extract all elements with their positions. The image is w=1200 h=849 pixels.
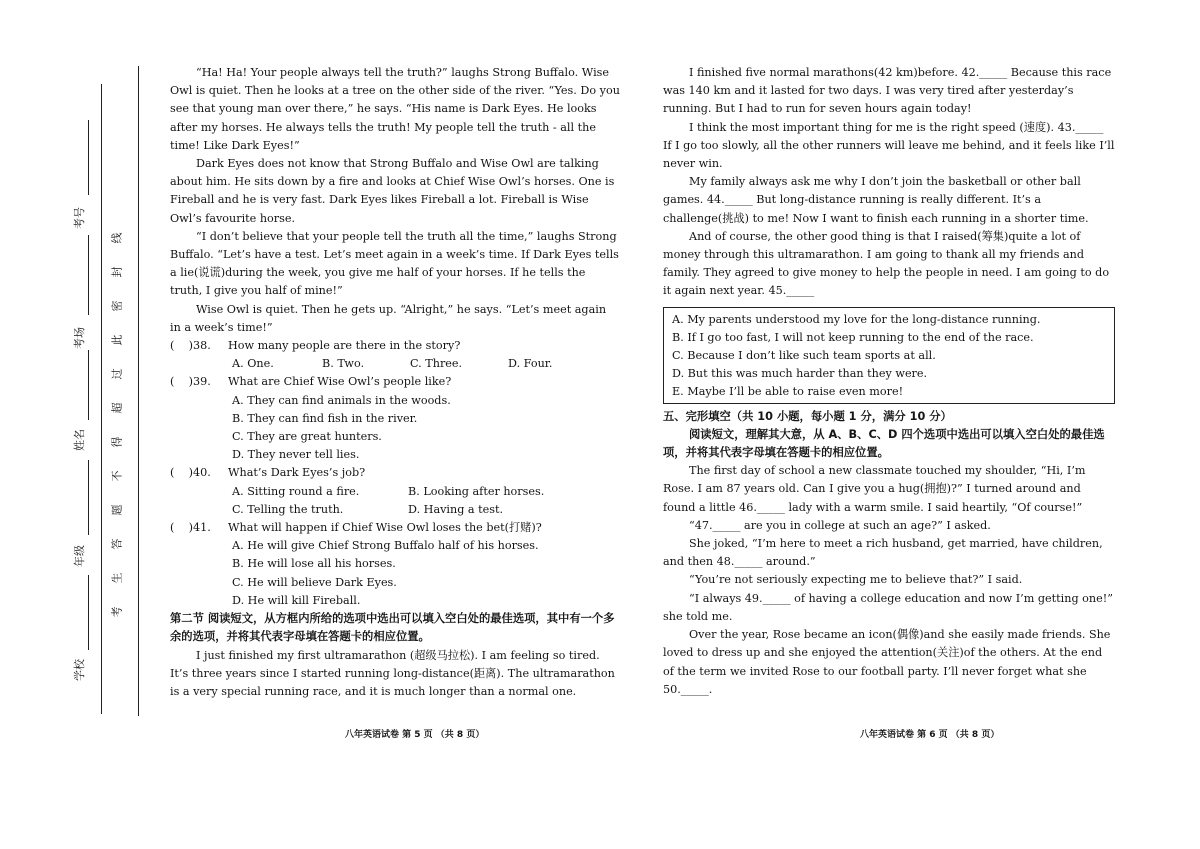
story-paragraph: “I don’t believe that your people tell the truth all the time,” laughs Strong Buffalo. “Let’s have a test. Let’s meet again in a week’s time. If Dark Eyes tells a lie(说谎)during the week, you give me half of your horses. If he tells the truth, I give you half of mine!” (170, 229, 619, 298)
field-label-name: 姓名 (73, 429, 86, 451)
story-paragraph: Wise Owl is quiet. Then he gets up. “Alright,” he says. “Let’s meet again in a week’s time!” (170, 302, 607, 334)
field-label-kaohao: 考号 (73, 207, 86, 229)
cloze-paragraph: “I always 49._____ of having a college education and now I’m getting one!” she told me. (663, 591, 1113, 623)
field-line-kaohao (88, 120, 89, 195)
field-line-name (88, 350, 89, 420)
page-6-footer: 八年英语试卷 第 6 页 （共 8 页） (860, 730, 1000, 740)
seal-char: 题 (110, 504, 123, 516)
question-stem: What are Chief Wise Owl’s people like? (228, 375, 452, 389)
option-c: C. He will believe Dark Eyes. (232, 575, 397, 589)
passage-paragraph: I finished five normal marathons(42 km)before. 42._____ Because this race was 140 km and it lasted for two days. I was very tired after yesterday’s running. But I had to run for seven hours again today! (663, 66, 1112, 116)
seal-char: 生 (110, 572, 123, 584)
seal-char: 得 (110, 436, 123, 448)
question-41 (170, 519, 620, 610)
option-b: B. He will lose all his horses. (232, 557, 396, 571)
page-5-footer: 八年英语试卷 第 5 页 （共 8 页） (345, 730, 485, 740)
field-label-kaochang: 考场 (73, 327, 86, 349)
question-stem: What will happen if Chief Wise Owl loses the bet(打赌)? (228, 521, 542, 535)
option-a: A. He will give Chief Strong Buffalo half of his horses. (232, 539, 539, 553)
seal-char: 过 (110, 368, 123, 380)
seal-char: 答 (110, 538, 123, 550)
cloze-paragraph: Over the year, Rose became an icon(偶像)and she easily made friends. She loved to dress up and she enjoyed the attention(关注)of the others. At the end of the term we invited Rose to our football party. I’ll never forget what she 50._____. (663, 628, 1111, 696)
option-d: D. He will kill Fireball. (232, 593, 361, 607)
story-paragraph: “Ha! Ha! Your people always tell the truth?” laughs Strong Buffalo. Wise Owl is quiet. Then he looks at a tree on the other side of the river. “Yes. Do you see that young man over there,” he says. “His name is Dark Eyes. He looks after my horses. He always tells the truth! My people tell the truth - all the time! Like Dark Eyes!” (170, 66, 620, 152)
section-5-title: 五、完形填空（共 10 小题，每小题 1 分，满分 10 分） (663, 409, 952, 423)
seal-char: 不 (110, 470, 123, 482)
seal-line-text (108, 230, 124, 620)
margin-line-inner (138, 66, 139, 716)
question-40 (170, 464, 620, 519)
field-line-grade (88, 460, 89, 535)
seal-char: 封 (110, 266, 123, 278)
question-38 (170, 337, 620, 373)
box-option-d: D. But this was much harder than they were. (672, 367, 928, 381)
cloze-paragraph: She joked, “I’m here to meet a rich husband, get married, have children, and then 48._____ around.” (663, 537, 1103, 569)
seal-char: 线 (110, 232, 123, 244)
question-number: ( )38. (170, 339, 211, 353)
option-b: B. They can find fish in the river. (232, 411, 418, 425)
option-c: C. Telling the truth. (232, 502, 344, 516)
seal-char: 密 (110, 300, 123, 312)
seal-char: 考 (110, 606, 123, 618)
page-5-content (170, 64, 620, 701)
passage-paragraph: And of course, the other good thing is that I raised(筹集)quite a lot of money through this ultramarathon. I am going to thank all my friends and family. They agreed to give money to help the people in need. I am going to do it again next year. 45._____ (663, 229, 1110, 298)
story-paragraph: Dark Eyes does not know that Strong Buffalo and Wise Owl are talking about him. He sits down by a fire and looks at Chief Wise Owl’s horses. One is Fireball and he is very fast. Dark Eyes likes Fireball a lot. Fireball is Wise Owl’s favourite horse. (170, 157, 615, 225)
field-label-grade: 年级 (73, 545, 86, 567)
cloze-paragraph: “You’re not seriously expecting me to believe that?” I said. (689, 573, 1023, 587)
options-box (663, 307, 1115, 404)
margin-line-outer (101, 84, 102, 714)
question-39 (170, 373, 620, 464)
option-c: C. They are great hunters. (232, 430, 382, 444)
option-d: D. Having a test. (408, 502, 504, 516)
box-option-a: A. My parents understood my love for the long-distance running. (672, 312, 1041, 326)
question-stem: What’s Dark Eyes’s job? (228, 466, 366, 480)
box-option-c: C. Because I don’t like such team sports at all. (672, 349, 936, 363)
seal-char: 此 (110, 334, 123, 346)
field-label-school: 学校 (73, 659, 86, 681)
seal-char: 超 (110, 402, 123, 414)
question-number: ( )40. (170, 466, 211, 480)
question-stem: How many people are there in the story? (228, 339, 461, 353)
option-b: B. Two. (322, 357, 365, 371)
option-a: A. They can find animals in the woods. (232, 393, 451, 407)
field-line-kaochang (88, 235, 89, 315)
box-option-b: B. If I go too fast, I will not keep running to the end of the race. (672, 330, 1034, 344)
option-a: A. One. (232, 357, 274, 371)
cloze-paragraph: “47._____ are you in college at such an age?” I asked. (689, 518, 991, 532)
passage-paragraph: I think the most important thing for me is the right speed (速度). 43._____ If I go too slowly, all the other runners will leave me behind, and it feels like I’ll never win. (663, 120, 1115, 171)
option-d: D. They never tell lies. (232, 448, 360, 462)
passage-paragraph: My family always ask me why I don’t join the basketball or other ball games. 44._____ But long-distance running is really different. It’s a challenge(挑战) to me! Now I want to finish each running in a shorter time. (663, 175, 1089, 225)
section-2-heading: 第二节 阅读短文，从方框内所给的选项中选出可以填入空白处的最佳选项，其中有一个多余的选项，并将其代表字母填在答题卡的相应位置。 (170, 612, 615, 644)
question-number: ( )39. (170, 375, 211, 389)
option-a: A. Sitting round a fire. (232, 484, 360, 498)
passage-paragraph: I just finished my first ultramarathon (超级马拉松). I am feeling so tired. It’s three years since I started running long-distance(距离). The ultramarathon is a very special running race, and it is much longer than a normal one. (170, 648, 615, 698)
option-c: C. Three. (410, 357, 463, 371)
option-d: D. Four. (508, 357, 553, 371)
option-b: B. Looking after horses. (408, 484, 545, 498)
field-line-school (88, 575, 89, 650)
page-6-content (663, 64, 1115, 699)
box-option-e: E. Maybe I’ll be able to raise even more! (672, 385, 904, 399)
cloze-paragraph: The first day of school a new classmate touched my shoulder, “Hi, I’m Rose. I am 87 years old. Can I give you a hug(拥抱)?” I turned around and found a little 46._____ lady with a warm smile. I said heartily, “Of course!” (663, 464, 1086, 514)
question-number: ( )41. (170, 521, 211, 535)
section-5-instructions: 阅读短文，理解其大意，从 A、B、C、D 四个选项中选出可以填入空白处的最佳选项，并将其代表字母填在答题卡的相应位置。 (663, 427, 1105, 460)
